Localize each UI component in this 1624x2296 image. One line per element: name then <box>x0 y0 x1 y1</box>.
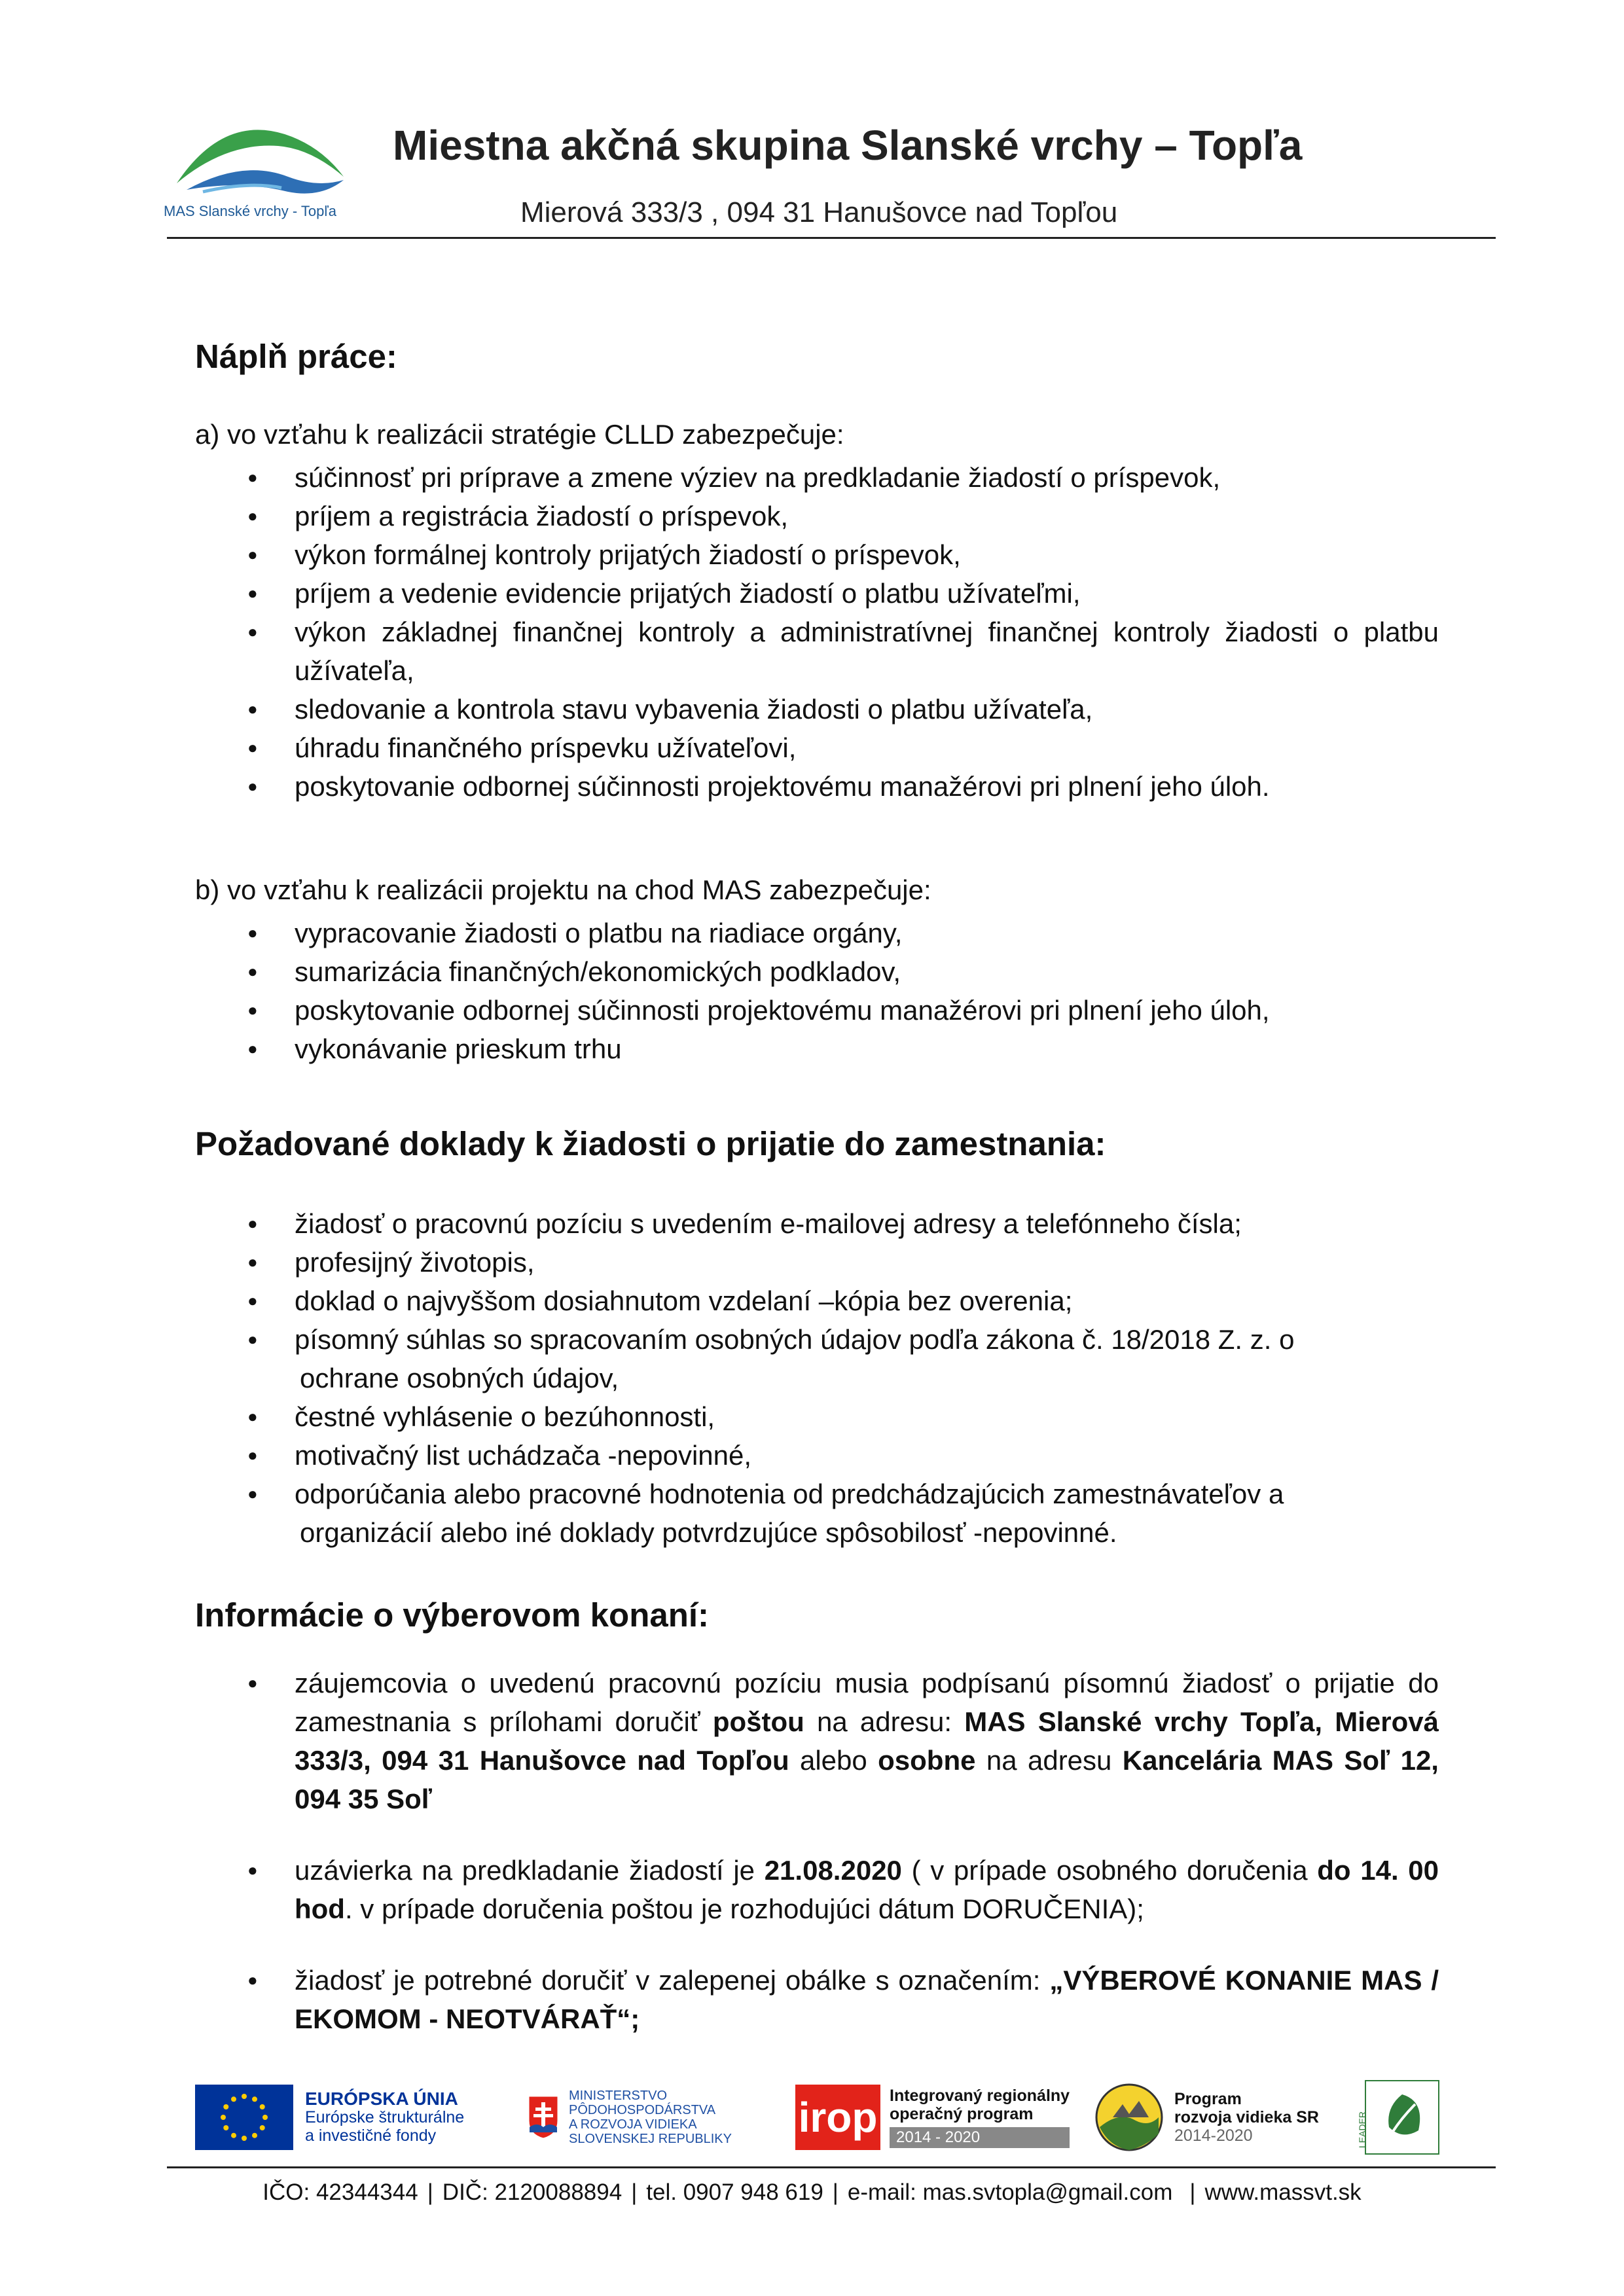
footer-web[interactable]: www.massvt.sk <box>1204 2179 1362 2205</box>
footer-tel: tel. 0907 948 619 <box>646 2179 823 2205</box>
list-item: ● príjem a registrácia žiadostí o príspevok, <box>195 497 1439 535</box>
prv-line1: Program <box>1174 2090 1242 2108</box>
list-item: ● žiadosť je potrebné doručiť v zalepenej obálke s označením: „VÝBEROVÉ KONANIE MAS / EKOMOM - NEOTVÁRAŤ“; <box>195 1961 1439 2038</box>
list-item: ● uzávierka na predkladanie žiadostí je 21.08.2020 ( v prípade osobného doručenia do 14. 00 hod. v prípade doručenia poštou je rozhodujúci dátum DORUČENIA); <box>195 1851 1439 1928</box>
ministry-line4: SLOVENSKEJ REPUBLIKY <box>569 2132 732 2146</box>
eu-star-icon <box>223 2125 228 2130</box>
eu-star-icon <box>242 2094 247 2099</box>
rural-program-emblem-icon <box>1093 2081 1165 2153</box>
section-a-list <box>195 458 1439 806</box>
eu-star-icon <box>260 2125 265 2130</box>
list-item: ● úhradu finančného príspevku užívateľovi, <box>195 728 1439 767</box>
list-item: ● vykonávanie prieskum trhu <box>195 1030 1439 1068</box>
list-item: ● profesijný životopis, <box>195 1243 1439 1282</box>
eu-flag-icon <box>195 2085 293 2150</box>
leader-text: LEADER <box>1357 2111 1367 2148</box>
prv-logo <box>1093 2081 1319 2153</box>
eu-star-icon <box>252 2096 257 2102</box>
info-list <box>195 1664 1439 2038</box>
eu-star-icon <box>260 2104 265 2109</box>
ministry-line1: MINISTERSTVO <box>569 2089 668 2103</box>
list-item: ● žiadosť o pracovnú pozíciu s uvedením e-mailovej adresy a telefónneho čísla; <box>195 1204 1439 1243</box>
list-item: ● doklad o najvyššom dosiahnutom vzdelaní –kópia bez overenia; <box>195 1282 1439 1320</box>
list-item: ● vypracovanie žiadosti o platbu na riadiace orgány, <box>195 914 1439 952</box>
list-item: ● sumarizácia finančných/ekonomických podkladov, <box>195 952 1439 991</box>
eu-star-icon <box>231 2133 236 2138</box>
list-item: ● záujemcovia o uvedenú pracovnú pozíciu musia podpísanú písomnú žiadosť o prijatie do zamestnania s prílohami doručiť poštou na adresu: MAS Slanské vrchy Topľa, Mierová 333/3, 094 31 Hanušovce nad Topľou alebo osobne na adresu Kancelária MAS Soľ 12, 094 35 Soľ <box>195 1664 1439 1818</box>
eu-star-icon <box>262 2115 268 2120</box>
eu-logo <box>195 2081 464 2153</box>
list-item: ● sledovanie a kontrola stavu vybavenia žiadosti o platbu užívateľa, <box>195 690 1439 728</box>
list-item: ● motivačný list uchádzača -nepovinné, <box>195 1436 1439 1475</box>
eu-star-icon <box>221 2115 226 2120</box>
list-item: ● poskytovanie odbornej súčinnosti projektovému manažérovi pri plnení jeho úloh. <box>195 767 1439 806</box>
organization-name: Miestna akčná skupina Slanské vrchy – Topľa <box>393 122 1303 169</box>
section-a-intro: a) vo vzťahu k realizácii stratégie CLLD zabezpečuje: <box>195 419 844 450</box>
irop-logo <box>795 2081 1070 2153</box>
irop-mark: irop <box>795 2085 880 2150</box>
prv-line2: rozvoja vidieka SR <box>1174 2108 1319 2126</box>
logo-caption: MAS Slanské vrchy - Topľa <box>164 203 336 219</box>
irop-line2: operačný program <box>890 2105 1034 2123</box>
eu-line3: a investičné fondy <box>305 2126 437 2145</box>
eu-star-icon <box>242 2136 247 2141</box>
irop-years: 2014 - 2020 <box>890 2127 1070 2148</box>
eu-star-icon <box>223 2104 228 2109</box>
footer-separator: | <box>832 2179 839 2205</box>
doklady-list <box>195 1204 1439 1552</box>
footer-separator: | <box>427 2179 433 2205</box>
eu-line2: Európske štrukturálne <box>305 2108 465 2126</box>
section-b-list <box>195 914 1439 1068</box>
eu-star-icon <box>252 2133 257 2138</box>
eu-star-icon <box>231 2096 236 2102</box>
footer-divider <box>167 2166 1496 2168</box>
list-item: ● odporúčania alebo pracovné hodnotenia od predchádzajúcich zamestnávateľov a organizácií alebo iné doklady potvrdzujúce spôsobilosť -nepovinné. <box>195 1475 1439 1552</box>
footer-email[interactable]: e-mail: mas.svtopla@gmail.com <box>847 2179 1173 2205</box>
section-title-doklady: Požadované doklady k žiadosti o prijatie do zamestnania: <box>195 1125 1106 1162</box>
list-item: ● výkon formálnej kontroly prijatých žiadostí o príspevok, <box>195 535 1439 574</box>
footer-contact <box>0 2179 1624 2206</box>
header-divider <box>167 237 1496 239</box>
list-item: ● výkon základnej finančnej kontroly a administratívnej finančnej kontroly žiadosti o platbu užívateľa, <box>195 613 1439 690</box>
irop-line1: Integrovaný regionálny <box>890 2087 1070 2105</box>
list-item: ● príjem a vedenie evidencie prijatých žiadostí o platbu užívateľmi, <box>195 574 1439 613</box>
footer-ico: IČO: 42344344 <box>262 2179 418 2205</box>
ministry-logo <box>527 2081 732 2153</box>
section-title-info: Informácie o výberovom konaní: <box>195 1596 710 1634</box>
eu-title: EURÓPSKA ÚNIA <box>305 2089 458 2109</box>
ministry-line2: PÔDOHOSPODÁRSTVA <box>569 2103 716 2117</box>
prv-years: 2014-2020 <box>1174 2126 1253 2145</box>
leader-logo <box>1357 2081 1439 2153</box>
section-title-napln: Náplň práce: <box>195 338 397 375</box>
list-item: ● poskytovanie odbornej súčinnosti projektovému manažérovi pri plnení jeho úloh, <box>195 991 1439 1030</box>
footer-separator: | <box>1189 2179 1196 2205</box>
organization-address: Mierová 333/3 , 094 31 Hanušovce nad Topľou <box>520 196 1118 228</box>
ministry-line3: A ROZVOJA VIDIEKA <box>569 2117 697 2132</box>
slovak-coat-of-arms-icon <box>527 2094 560 2140</box>
footer-separator: | <box>631 2179 638 2205</box>
list-item: ● súčinnosť pri príprave a zmene výziev na predkladanie žiadostí o príspevok, <box>195 458 1439 497</box>
footer-dic: DIČ: 2120088894 <box>442 2179 623 2205</box>
leader-leaf-icon <box>1366 2081 1438 2153</box>
list-item: ● čestné vyhlásenie o bezúhonnosti, <box>195 1397 1439 1436</box>
mas-logo <box>164 108 360 223</box>
list-item: ● písomný súhlas so spracovaním osobných údajov podľa zákona č. 18/2018 Z. z. o ochrane osobných údajov, <box>195 1320 1439 1397</box>
section-b-intro: b) vo vzťahu k realizácii projektu na chod MAS zabezpečuje: <box>195 874 931 905</box>
